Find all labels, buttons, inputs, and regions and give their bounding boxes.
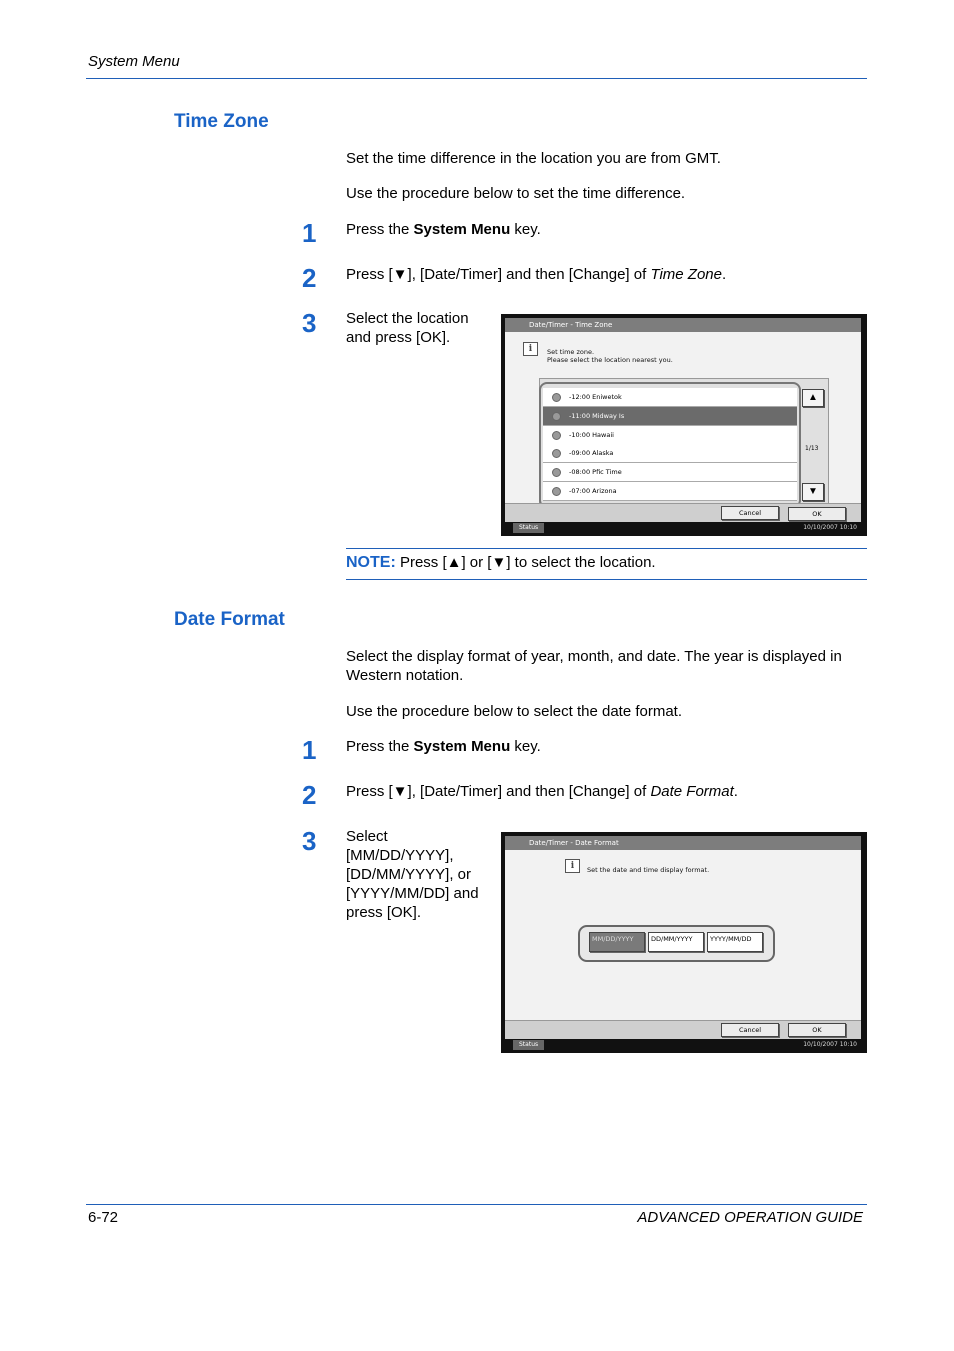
screen-title: Date/Timer - Date Format [505, 836, 861, 850]
page-indicator: 1/13 [805, 445, 819, 452]
ok-button[interactable]: OK [788, 507, 846, 521]
globe-icon [552, 412, 561, 421]
info-icon: i [523, 342, 538, 356]
screen-message: Please select the location nearest you. [547, 356, 673, 364]
cancel-button[interactable]: Cancel [721, 506, 779, 520]
time-zone-intro: Set the time difference in the location you are from GMT. [346, 150, 721, 167]
step-number: 3 [302, 308, 317, 338]
note-rule-bottom [346, 579, 867, 580]
status-bar [505, 1039, 861, 1051]
time-zone-procedure: Use the procedure below to set the time difference. [346, 185, 686, 202]
step-number: 1 [302, 735, 317, 765]
screen-message: Set the date and time display format. [587, 866, 710, 874]
step-text: Select the location and press [OK]. [346, 310, 469, 346]
info-icon: i [565, 859, 580, 873]
step-text: Press [▼], [Date/Timer] and then [Change] of Date Format. [346, 783, 738, 800]
header-rule [86, 78, 867, 79]
step-text: Press [▼], [Date/Timer] and then [Change] of Time Zone. [346, 266, 727, 283]
status-datetime: 10/10/2007 10:10 [803, 1041, 857, 1048]
screen-message: Set time zone. [547, 348, 595, 356]
note-text: Press [▲] or [▼] to select the location. [395, 554, 656, 571]
ok-button[interactable]: OK [788, 1023, 846, 1037]
time-zone-item[interactable]: -09:00 Alaska [543, 444, 797, 463]
status-datetime: 10/10/2007 10:10 [803, 524, 857, 531]
format-dd-mm-yyyy-button[interactable]: DD/MM/YYYY [648, 932, 704, 952]
screen-title: Date/Timer - Time Zone [505, 318, 861, 332]
status-button[interactable]: Status [513, 523, 544, 533]
scroll-up-button[interactable]: ▲ [802, 389, 824, 407]
date-format-screen [501, 832, 867, 1053]
format-mm-dd-yyyy-button[interactable]: MM/DD/YYYY [589, 932, 645, 952]
status-button[interactable]: Status [513, 1040, 544, 1050]
status-bar [505, 522, 861, 534]
step-number: 3 [302, 826, 317, 856]
format-yyyy-mm-dd-button[interactable]: YYYY/MM/DD [707, 932, 763, 952]
scroll-down-button[interactable]: ▼ [802, 483, 824, 501]
screen-button-bar [505, 1020, 861, 1039]
date-format-procedure: Use the procedure below to select the date format. [346, 703, 683, 720]
step-text: Press the System Menu key. [346, 738, 541, 755]
note-rule-top [346, 548, 867, 549]
time-zone-screen [501, 314, 867, 536]
globe-icon [552, 393, 561, 402]
page-number: 6-72 [88, 1209, 119, 1226]
globe-icon [552, 449, 561, 458]
step-number: 2 [302, 780, 317, 810]
time-zone-item[interactable]: -08:00 Pfic Time [543, 463, 797, 482]
step-number: 2 [302, 263, 317, 293]
note-label: NOTE: [346, 554, 396, 571]
globe-icon [552, 431, 561, 440]
running-header: System Menu [88, 53, 180, 70]
time-zone-item[interactable]: -12:00 Eniwetok [543, 388, 797, 407]
step-text: Select [MM/DD/YYYY], [DD/MM/YYYY], or [YYYY/MM/DD] and press [OK]. [346, 828, 479, 921]
date-format-intro: Select the display format of year, month, and date. The year is displayed in Western notation. [346, 648, 842, 684]
footer-rule [86, 1204, 867, 1205]
step-text: Press the System Menu key. [346, 221, 541, 238]
section-title-time-zone: Time Zone [174, 111, 269, 132]
note [346, 554, 656, 572]
time-zone-list [543, 388, 797, 504]
section-title-date-format: Date Format [174, 609, 285, 630]
globe-icon [552, 487, 561, 496]
screen-button-bar [505, 503, 861, 522]
time-zone-item[interactable]: -07:00 Arizona [543, 482, 797, 501]
step-number: 1 [302, 218, 317, 248]
guide-title: ADVANCED OPERATION GUIDE [637, 1209, 863, 1226]
cancel-button[interactable]: Cancel [721, 1023, 779, 1037]
time-zone-item-selected[interactable]: -11:00 Midway Is [543, 407, 797, 426]
time-zone-item[interactable]: -10:00 Hawaii [543, 426, 797, 445]
globe-icon [552, 468, 561, 477]
